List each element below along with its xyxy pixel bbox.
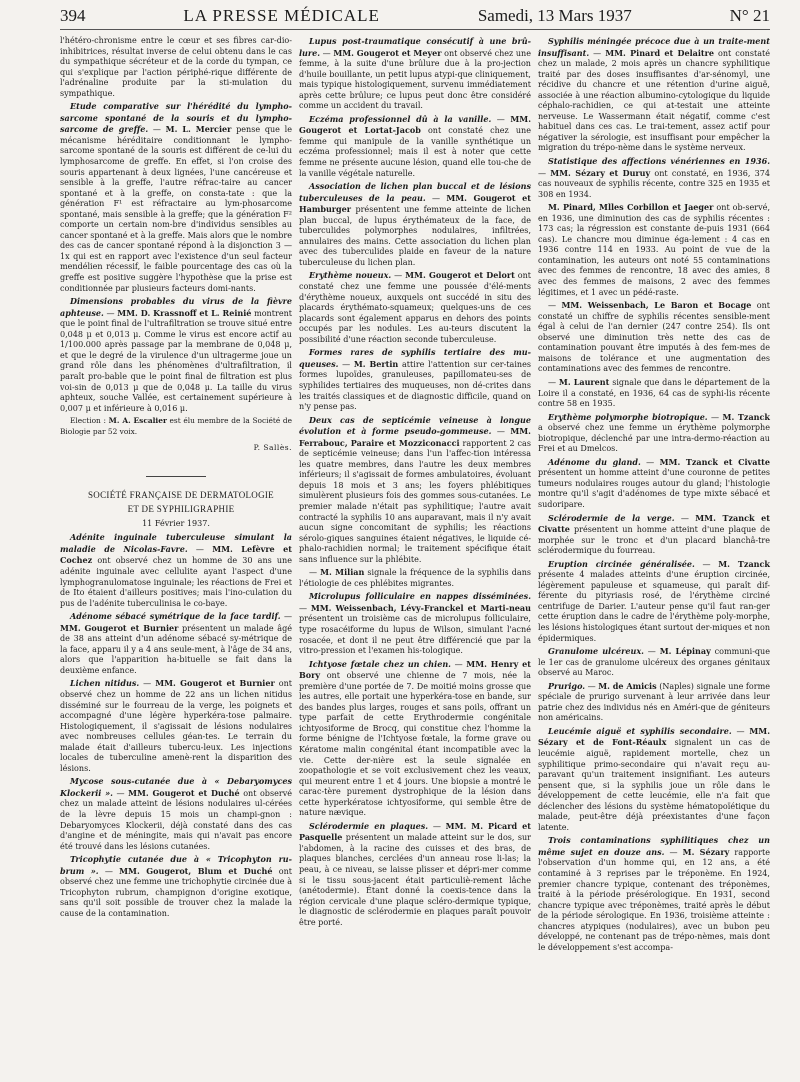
article-authors: MM. Gougerot et Burnier [60,622,179,633]
divider [146,476,206,477]
article-title: Deux cas de septicémie veineuse à longue évolution et à forme pseudo-gommeuse. [299,414,531,437]
article-authors: MM. D. Krassnoff et L. Reinié [117,307,252,318]
election-name: M. A. Escalier [108,416,167,426]
signature: P. Sallès. [253,443,292,453]
article-text: présentent un malade âgé de 38 ans atteint d'un adénome sébacé sy-métrique de la face, apparu il y a 4 ans seule-ment, à l'âge de 34 ans, alors que l'apparition ha-bituelle se fait dans la deuxième enfance. [60,623,292,675]
article-authors: M. de Amicis [598,680,657,691]
article: Sclérodermie de la verge. — MM. Tzanck et Civatte présentent un homme atteint d'une plaque de morphée sur le tronc et d'un placard blanchâ-tre sclérodermique du fourreau. [538,512,771,556]
article-text: a observé chez une femme un érythème polymorphe biotropique, déclenché par une intra-dermo-réaction au Frei et au Dmelcos. [538,423,770,454]
article-title: Formes rares de syphilis tertiaire des mu-queuses. [299,347,531,369]
article: Mycose sous-cutanée due à « Debaryomyces Klockerii ». — MM. Gougerot et Duché ont observé chez un malade atteint de lésions nodulaires ul-cérées de la lèvre depuis 15 mois un champi-gnon : Debaryomyces Klockerii, déjà constaté dans des cas d'angine et de méningite, mais qui n'avait pas encore été trouvé dans les lésions cutanées. [60,776,293,851]
article: Syphilis méningée précoce due à un traite-ment insuffisant. — MM. Pinard et Delaitre ont constaté chez un malade, 2 mois après un chancre syphilitique traité par des doses insuffisantes d'ar-sénomyl, une récidive du chancre et une rétention d'urine aiguë, associée à une réaction albumino-cytologique du liquide céphalo-rachidien, ce qui at-testait une atteinte nerveuse. Le Wassermann était négatif, comme c'est habituel dans ces cas. Le trai-tement, assez actif pour négativer la sérologie, est insuffisant pour empêcher la migration du trépo-nème dans le système nerveux. [538,36,771,153]
article-title: Etude comparative sur l'hérédité du lympho-sarcome spontané de la souris et du lympho-sarcome de greffe. [60,101,292,135]
article-title: Ichtyose fœtale chez un chien. [309,658,451,669]
article-title: Adénite inguinale tuberculeuse simulant la maladie de Nicolas-Favre. [60,532,292,554]
article-title: Granulome ulcéreux. [548,646,644,657]
article-text: présentent un malade atteint sur le dos, sur l'abdomen, à la racine des cuisses et des bras, de plaques blanches, cerclées d'un anneau rose li-las; la peau, à ce niveau, se laisse plisser et dépri-mer comme si le tissu sous-jacent était particuliè-rement lâche (anétodermie). Étant donné la coexis-tence dans la région cervicale d'une plaque scléro-dermique typique, le diagnostic de sclérodermie en plaques paraît pouvoir être porté. [299,833,531,927]
column-2 [299,36,531,955]
article: — M. Laurent signale que dans le département de la Loire il a constaté, en 1936, 64 cas de syphi-lis récente contre 58 en 1935. [538,376,770,409]
article-text: signale la fréquence de la syphilis dans l'étiologie de ces phlébites migrantes. [299,568,532,588]
article-authors: M. Tzanck [718,558,770,569]
issue-date: Samedi, 13 Mars 1937 [477,6,632,25]
article: Granulome ulcéreux. — M. Lépinay communi-que le 1er cas de granulome ulcéreux des organes génitaux observé au Maroc. [538,646,771,678]
article-title: Erythème polymorphe biotropique. [548,411,708,422]
election-label: Election : [70,416,106,426]
article-authors: MM. Gougerot et Duché [128,787,240,798]
article: Statistique des affections vénériennes en 1936. — MM. Sézary et Duruy ont constaté, en 1936, 374 cas nouveaux de syphilis récente, contre 325 en 1935 et 308 en 1934. [538,156,770,199]
page-header [60,6,770,30]
article-title: Mycose sous-cutanée due à « Debaryomyces Klockerii ». [60,776,292,798]
article-authors: MM. Sézary et de Font-Réaulx [538,725,770,748]
article-text: signale que dans le département de la Loire il a constaté, en 1936, 64 cas de syphi-lis récente contre 58 en 1935. [538,377,770,409]
article-authors: M. Lépinay [659,646,711,657]
article: Tricophytie cutanée due à « Tricophyton ru-brum ». — MM. Gougerot, Blum et Duché ont observé chez une femme une trichophytie circinée due à Tricophyton rubrum, champignon d'origine exotique, sans qu'il soit possible de trouver chez la malade la cause de la contamination. [60,854,292,918]
article-text: ont constaté chez un malade, 2 mois après un chancre syphilitique traité par des doses insuffisantes d'ar-sénomyl, une récidive du chancre et une rétention d'urine aiguë, associée à une réaction albumino-cytologique du liquide céphalo-rachidien, ce qui at-testait une atteinte nerveuse. Le Wassermann était négatif, comme c'est habituel dans ces cas. Le trai-tement, assez actif pour négativer la sérologie, est insuffisant pour empêcher la migration du trépo-nème dans le système nerveux. [538,48,771,153]
article-title: Lichen nitidus. [70,678,140,689]
journal-title: LA PRESSE MÉDICALE [183,6,380,25]
article-text: présentent un homme atteint d'une plaque de morphée sur le tronc et d'un placard blanchâ-tre sclérodermique du fourreau. [538,525,771,556]
article-text: ont constaté chez une femme qui manipule de la vanille synthétique un eczéma professionnel; mais il est à noter que cette femme ne présente aucune lésion, quand elle tou-che de la vanille végétale naturelle. [299,126,531,178]
article-text: ont observé chez un malade atteint de lésions nodulaires ul-cérées de la lèvre depuis 15 mois un champi-gnon : Debaryomyces Klockerii, déjà constaté dans des cas d'angine et de méningite, mais qui n'avait pas encore été trouvé dans les lésions cutanées. [60,788,293,851]
article-text: montrent que le point final de l'ultrafiltration se trouve situé entre 0,048 μ et 0,013 μ. Comme le virus est encore actif au 1/100.000 après passage par la membrane de 0,048 μ, et que le degré de la virulence d'un ultragerme joue un grand rôle dans les phénomènes d'ultrafiltration, il paraît pro-bable que le point final de filtration est plus voi-sin de 0,013 μ que de 0,048 μ. La taille du virus aphteux, souche Vallée, est certainement supérieure à 0,007 μ et inférieure à 0,016 μ. [60,308,292,413]
article-text: attire l'attention sur cer-taines formes lupoïdes, granuleuses, papillomateu-ses de syphilides tertiaires des muqueuses, non dé-crites dans les traités classiques et de diagnostic difficile, quand on n'y pense pas. [299,359,531,412]
article: Association de lichen plan buccal et de lésions tuberculeuses de la peau. — MM. Gougerot et Hamburger présentent une femme atteinte de lichen plan buccal, de lupus érythémateux de la face, de tuberculides polymorphes nodulaires, infiltrées, annulaires des mains. Cette association du lichen plan avec des tuberculides plaide en faveur de la nature tuberculeuse du lichen plan. [299,181,531,267]
article: — MM. Weissenbach, Le Baron et Bocage ont constaté un chiffre de syphilis récentes sensible-ment égal à celui de l'an dernier (247 contre 254). Ils ont observé une diminution très nette des cas de contamination pouvant être imputés à des fem-mes de maisons de tolérance et une augmentation des contaminations avec des femmes de rencontre. [538,300,770,374]
article-authors: MM. Gougerot et Meyer [333,47,442,58]
article: Microlupus folliculaire en nappes disséminées. — MM. Weissenbach, Lévy-Franckel et Marti-neau présentent un troisième cas de microlupus folliculaire, type rosacéiforme du lupus de Wilson, simulant l'acné rosacée, et dont il ne peut être différencié que par la vitro-pression et l'examen his-tologique. [299,591,531,656]
article-authors: MM. Gougerot et Burnier [155,678,275,689]
article: Etude comparative sur l'hérédité du lympho-sarcome spontané de la souris et du lympho-sarcome de greffe. — M. L. Mercier pense que le mécanisme héréditaire conditionnant le lympho-sarcome spontané de la souris est différent de ce-lui du lymphosarcome de greffe. En effet, si l'on croise des souris appartenant à deux lignées, l'une cancéreuse et sensible à la greffe, l'autre réfrac-taire au cancer spontané et à la greffe, on consta-tate : que la génération F¹ est réfractaire au lym-phosarcome spontané, mais sensible à la greffe; que la génération F² comporte un certain nom-bre d'individus sensibles au cancer spontané et à la greffe. Mais alors que le nombre des cas de cancer spontané répond à la disjonction 3 — 1x qui est en rapport avec l'existence d'un seul facteur mendélien récessif, le faible pourcentage des cas où la greffe est positive suggère l'hypothèse que la prise est conditionnée par plusieurs facteurs domi-nants. [60,101,292,293]
article-authors: M. Laurent [558,376,610,387]
article-title: Leucémie aiguë et syphilis secondaire. [548,725,732,736]
article-authors: MM. Gougerot et Lortat-Jacob [299,113,531,136]
article-authors: MM. Gougerot et Hamburger [299,192,531,215]
article-text: communi-que le 1er cas de granulome ulcéreux des organes génitaux observé au Maroc. [538,647,771,678]
column-3 [538,36,770,955]
society-heading-line2: ET DE SYPHILIGRAPHIE [127,503,235,514]
society-heading-line1: SOCIÉTÉ FRANÇAISE DE DERMATOLOGIE [88,489,274,500]
article-text: ont observé une chienne de 7 mois, née la première d'une portée de 7. De moitié moins grosse que les autres, elle portait une hyperkéra-tose en bande, sur des bandes plus larges, rouges et sans poils, offrant un type parfait de cette Erythrodermie congénitale ichtyosiforme de Brocq, qui constitue chez l'homme la forme bénigne de l'Ichtyose fœtale, la forme grave ou Kératome malin congénital étant incompatible avec la vie. Cette der-nière est la seule signalée en zoopathologie et se voit exclusivement chez les veaux, qui meurent entre 1 et 4 jours. Une biopsie a montré le carac-tère purement dystrophique de la lésion dans cette hyperkératose ichtyosiforme, qui semble être de nature nævique. [299,671,531,818]
article: Erythème polymorphe biotropique. — M. Tzanck a observé chez une femme un érythème polymorphe biotropique, déclenché par une intra-dermo-réaction au Frei et au Dmelcos. [538,411,771,454]
article: Prurigo. — M. de Amicis (Naples) signale une forme spéciale de prurigo survenant à leur arrivée dans leur patrie chez des individus nés en Améri-que de géniteurs non américains. [538,680,770,723]
article-title: Dimensions probables du virus de la fièvre aphteuse. [60,296,292,318]
article-text: présentent un homme atteint d'une couronne de petites tumeurs nodulaires rouges autour du gland; l'histologie montre qu'il s'agit d'adénomes de type mixte sébacé et sudoripare. [538,468,770,509]
article: Adénome sébacé symétrique de la face tardif. — MM. Gougerot et Burnier présentent un malade âgé de 38 ans atteint d'un adénome sébacé sy-métrique de la face, apparu il y a 4 ans seule-ment, à l'âge de 34 ans, alors que l'apparition ha-bituelle se fait dans la deuxième enfance. [60,611,292,675]
article: Lichen nitidus. — MM. Gougerot et Burnier ont observé chez un homme de 22 ans un lichen nitidus disséminé sur le fourreau de la verge, les poignets et accompagné d'une légère hyperkéra-tose palmaire. Histologiquement, il s'agissait de lésions nodulaires avec nombreuses cellules géan-tes. Le terrain du malade était d'ailleurs tubercu-leux. Les injections locales de tuberculine amenè-rent la disparition des lésions. [60,678,292,773]
article-text: ont constaté chez une femme une poussée d'élé-ments d'érythème noueux, auxquels ont succédé in situ des placards érythémato-squameux; quelques-uns de ces placards sont également apparus en dehors des points occupés par les nodules. Les au-teurs discutent la possibilité d'une réaction seconde tuberculeuse. [299,271,532,344]
article-title: Lupus post-traumatique consécutif à une brû-lure. [299,36,531,58]
article-authors: MM. Tzanck et Civatte [659,456,770,467]
article-text: rapportent 2 cas de septicémie veineuse; dans l'un l'affec-tion intéressa les quatre membres, dans l'autre les deux membres inférieurs; il s'agissait de formes ambulatoires, évoluant depuis 18 mois et 3 ans; les foyers phlébitiques simulèrent plusieurs fois des gommes sous-cutanées. Le premier malade n'était pas syphilitique; l'autre avait contracté la syphilis 10 ans auparavant, mais il n'y avait aucun signe concomitant de syphilis; les réactions sérolo-giques sanguines étaient négatives, le liquide cé-phalo-rachidien normal; le traitement spécifique était sans influence sur la phlébite. [299,438,531,564]
article-text: pense que le mécanisme héréditaire conditionnant le lympho-sarcome spontané de la souris est différent de ce-lui du lymphosarcome de greffe. En effet, si l'on croise des souris appartenant à deux lignées, l'une cancéreuse et sensible à la greffe, l'autre réfrac-taire au cancer spontané et à la greffe, on consta-tate : que la génération F¹ est réfractaire au lym-phosarcome spontané, mais sensible à la greffe; que la génération F² comporte un certain nom-bre d'individus sensibles au cancer spontané et à la greffe. Mais alors que le nombre des cas de cancer spontané répond à la disjonction 3 — 1x qui est en rapport avec l'existence d'un seul facteur mendélien récessif, le faible pourcentage des cas où la greffe est positive suggère l'hypothèse que la prise est conditionnée par plusieurs facteurs domi-nants. [60,125,292,293]
article-authors: MM. M. Picard et Pasquelle [299,820,531,843]
article-authors: M. L. Mercier [165,124,232,135]
article-title: Syphilis méningée précoce due à un traite-ment insuffisant. [538,36,770,58]
article-text: présente 4 malades atteints d'une éruption circinée, légèrement papuleuse et squameuse, qui paraît dif-férente du pityriasis rosé, de l'érythème circiné centrifuge de Darier. L'auteur pense qu'il faut ran-ger cette éruption dans le cadre de l'érythème poly-morphe, les lésions histologiques étant surtout der-miques et non épidermiques. [538,570,770,643]
article: Adénite inguinale tuberculeuse simulant la maladie de Nicolas-Favre. — MM. Lefèvre et Cochez ont observé chez un homme de 30 ans une adénite inguinale avec cellulite ayant l'aspect d'une lymphogranulomatose inguinale; les réactions de Frei et de Ito étaient d'ailleurs positives; mais l'ino-culation du pus de l'adénite tuberculinisa le co-baye. [60,532,292,608]
article-text: ont constaté, en 1936, 374 cas nouveaux de syphilis récente, contre 325 en 1935 et 308 en 1934. [538,168,770,199]
article-title: Tricophytie cutanée due à « Tricophyton ru-brum ». [60,854,292,876]
article-title: Sclérodermie de la verge. [548,512,675,523]
article-authors: MM. Weissenbach, Le Baron et Bocage [561,300,752,311]
article: — M. Milian signale la fréquence de la syphilis dans l'étiologie de ces phlébites migrantes. [299,567,532,588]
article-title: Microlupus folliculaire en nappes disséminées. [309,591,531,602]
article: Deux cas de septicémie veineuse à longue évolution et à forme pseudo-gommeuse. — MM. Ferrabouc, Paraire et Mozziconacci rapportent 2 cas de septicémie veineuse; dans l'un l'affec-tion intéressa les quatre membres, dans l'autre les deux membres inférieurs; il s'agissait de formes ambulatoires, évoluant depuis 18 mois et 3 ans; les foyers phlébitiques simulèrent plusieurs fois des gommes sous-cutanées. Le premier malade n'était pas syphilitique; l'autre avait contracté la syphilis 10 ans auparavant, mais il n'y avait aucun signe concomitant de syphilis; les réactions sérolo-giques sanguines étaient négatives, le liquide cé-phalo-rachidien normal; le traitement spécifique était sans influence sur la phlébite. [299,414,531,564]
article-authors: MM. Weissenbach, Lévy-Franckel et Marti-neau [310,602,531,613]
article-text: présentent un troisième cas de microlupus folliculaire, type rosacéiforme du lupus de Wilson, simulant l'acné rosacée, et dont il ne peut être différencié que par la vitro-pression et l'examen his-tologique. [299,614,531,656]
article-authors: M. Tzanck [722,411,771,422]
article-authors: M. Pinard, Mlles Corbillon et Jaeger [548,202,714,213]
article-text: ont observé chez une femme une trichophytie circinée due à Tricophyton rubrum, champignon d'origine exotique, sans qu'il soit possible de trouver chez la malade la cause de la contamination. [60,866,292,918]
article: Lupus post-traumatique consécutif à une brû-lure. — MM. Gougerot et Meyer ont observé chez une femme, à la suite d'une brûlure due à la pro-jection d'huile bouillante, un petit lupus atypi-que cliniquement, mais typique histologiquement, survenu immédiatement après cette brûlure; ce lupus peut donc être considéré comme un accident du travail. [299,36,531,111]
election-notice [60,416,292,437]
article: Adénome du gland. — MM. Tzanck et Civatte présentent un homme atteint d'une couronne de petites tumeurs nodulaires rouges autour du gland; l'histologie montre qu'il s'agit d'adénomes de type mixte sébacé et sudoripare. [538,456,770,509]
article-title: Eruption circinée généralisée. [548,558,695,569]
article: Ichtyose fœtale chez un chien. — MM. Henry et Bory ont observé une chienne de 7 mois, née la première d'une portée de 7. De moitié moins grosse que les autres, elle portait une hyperkéra-tose en bande, sur des bandes plus larges, rouges et sans poils, offrant un type parfait de cette Erythrodermie congénitale ichtyosiforme de Brocq, qui constitue chez l'homme la forme bénigne de l'Ichtyose fœtale, la forme grave ou Kératome malin congénital étant incompatible avec la vie. Cette der-nière est la seule signalée en zoopathologie et se voit exclusivement chez les veaux, qui meurent entre 1 et 4 jours. Une biopsie a montré le carac-tère purement dystrophique de la lésion dans cette hyperkératose ichtyosiforme, qui semble être de nature nævique. [299,658,531,818]
article: Leucémie aiguë et syphilis secondaire. — MM. Sézary et de Font-Réaulx signalent un cas de leucémie aiguë, rapidement mortelle, chez un syphilitique primo-secondaire qui n'avait reçu au-paravant qu'un traitement insignifiant. Les auteurs pensent que, si la syphilis joue un rôle dans le développement de cette leucémie, elle n'a fait que déclencher des lésions du système hématopoïétique du malade, peut-être déjà préexistantes d'une façon latente. [538,725,770,832]
article-authors: MM. Lefèvre et Cochez [60,543,292,566]
article-authors: MM. Tzanck et Civatte [538,512,770,535]
article: Trois contaminations syphilitiques chez un même sujet en douze ans. — M. Sézary rapporte l'observation d'un homme qui, en 12 ans, a été contaminé à 3 reprises par le tréponème. En 1924, premier chancre typique, contenant des tréponèmes, traité à la période présérologique. En 1931, second chancre typique avec tréponèmes, traité après le début de la période sérologique. En 1936, troisième atteinte : chancres atypiques (nodulaires), avec un bubon peu développé, ne contenant pas de trépo-nèmes, mais dont le développement s'est accompa- [538,835,770,952]
article: Eczéma professionnel dû à la vanille. — MM. Gougerot et Lortat-Jacob ont constaté chez une femme qui manipule de la vanille synthétique un eczéma professionnel; mais il est à noter que cette femme ne présente aucune lésion, quand elle tou-che de la vanille végétale naturelle. [299,113,531,178]
article-title: Eczéma professionnel dû à la vanille. [309,113,492,124]
article: Sclérodermie en plaques. — MM. M. Picard et Pasquelle présentent un malade atteint sur le dos, sur l'abdomen, à la racine des cuisses et des bras, de plaques blanches, cerclées d'un anneau rose li-las; la peau, à ce niveau, se laisse plisser et dépri-mer comme si le tissu sous-jacent était particuliè-rement lâche (anétodermie). Étant donné la coexis-tence dans la région cervicale d'une plaque scléro-dermique typique, le diagnostic de sclérodermie en plaques paraît pouvoir être porté. [299,820,531,927]
article-text: ont observé chez un homme de 22 ans un lichen nitidus disséminé sur le fourreau de la verge, les poignets et accompagné d'une légère hyperkéra-tose palmaire. Histologiquement, il s'agissait de lésions nodulaires avec nombreuses cellules géan-tes. Le terrain du malade était d'ailleurs tubercu-leux. Les injections locales de tuberculine amenè-rent la disparition des lésions. [60,679,292,773]
article-text: ont observé chez une femme, à la suite d'une brûlure due à la pro-jection d'huile bouillante, un petit lupus atypi-que cliniquement, mais typique histologiquement, survenu immédiatement après cette brûlure; ce lupus peut donc être considéré comme un accident du travail. [299,48,531,111]
article-authors: MM. Pinard et Delaitre [605,47,714,58]
article-authors: MM. Ferrabouc, Paraire et Mozziconacci [299,426,531,448]
article-text: ont constaté un chiffre de syphilis récentes sensible-ment égal à celui de l'an dernier (247 contre 254). Ils ont observé une diminution très nette des cas de contamination pouvant être imputés à des fem-mes de maisons de tolérance et une augmentation des contaminations avec des femmes de rencontre. [538,301,770,374]
article-title: Association de lichen plan buccal et de lésions tuberculeuses de la peau. [299,181,531,203]
article [538,202,770,298]
column-1 [60,36,292,955]
article-authors: MM. Henry et Bory [299,658,531,681]
article-title: Erythème noueux. [309,270,392,281]
article-text: signalent un cas de leucémie aiguë, rapidement mortelle, chez un syphilitique primo-secondaire qui n'avait reçu au-paravant qu'un traitement insignifiant. Les auteurs pensent que, si la syphilis joue un rôle dans le développement de cette leucémie, elle n'a fait que déclencher des lésions du système hématopoïétique du malade, peut-être déjà préexistantes d'une façon latente. [538,738,770,832]
article-authors: MM. Gougerot et Delort [405,270,515,281]
page-number: 394 [60,6,86,25]
article-text: présentent une femme atteinte de lichen plan buccal, de lupus érythémateux de la face, de tuberculides polymorphes nodulaires, infiltrées, annulaires des mains. Cette association du lichen plan avec des tuberculides plaide en faveur de la nature tuberculeuse du lichen plan. [299,205,531,267]
article-authors: M. Milian [320,567,365,578]
issue-number: N° 21 [729,6,770,25]
article-text: ont ob-servé, en 1936, une diminution des cas de syphilis récentes : 173 cas; la régression est constante de-puis 1931 (664 cas). Le chancre mou diminue éga-lement : 4 cas en 1936 contre 114 en 1933. Au point de vue de la contamination, les auteurs ont noté 55 contaminations avec des femmes de rencontre, 18 avec des amies, 8 avec des femmes de maisons, 2 avec des femmes légitimes, et 1 avec un pédé-raste. [538,203,770,297]
article-title: Statistique des affections vénériennes en 1936. [548,156,770,167]
article-text: ont observé chez un homme de 30 ans une adénite inguinale avec cellulite ayant l'aspect d'une lymphogranulomatose inguinale; les réactions de Frei et de Ito étaient d'ailleurs positives; mais l'ino-culation du pus de l'adénite tuberculinisa le co-baye. [60,556,292,608]
article-title: Sclérodermie en plaques. [309,820,429,831]
article-authors: M. Sézary [682,846,730,857]
article-text: rapporte l'observation d'un homme qui, en 12 ans, a été contaminé à 3 reprises par le tréponème. En 1924, premier chancre typique, contenant des tréponèmes, traité à la période présérologique. En 1931, second chancre typique avec tréponèmes, traité après le début de la période sérologique. En 1936, troisième atteinte : chancres atypiques (nodulaires), avec un bubon peu développé, ne contenant pas de trépo-nèmes, mais dont le développement s'est accompa- [538,847,770,952]
election-text: est élu membre de la Société de Biologie par 52 voix. [60,416,292,436]
article-authors: MM. Gougerot, Blum et Duché [119,865,273,876]
session-date: 11 Février 1937. [142,518,210,528]
article-text: (Naples) signale une forme spéciale de prurigo survenant à leur arrivée dans leur patrie chez des individus nés en Améri-que de géniteurs non américains. [538,681,770,723]
article: Eruption circinée généralisée. — M. Tzanck présente 4 malades atteints d'une éruption circinée, légèrement papuleuse et squameuse, qui paraît dif-férente du pityriasis rosé, de l'érythème circiné centrifuge de Darier. L'auteur pense qu'il faut ran-ger cette éruption dans le cadre de l'érythème poly-morphe, les lésions histologiques étant surtout der-miques et non épidermiques. [538,558,770,643]
columns [60,36,770,955]
article-title: Prurigo. [548,680,586,691]
article-title: Trois contaminations syphilitiques chez un même sujet en douze ans. [538,835,770,857]
article-authors: M. Bertin [353,358,399,369]
paragraph: l'hétéro-chronisme entre le cœur et ses fibres car-dio-inhibitrices, résultat inverse de celui obtenu dans le cas du sympathique sécréteur et de la corde du tympan, ce qui s'explique par l'action périphé-rique différente de l'adrénaline produite par la sti-mulation du sympathique. [60,36,292,98]
article-title: Adénome du gland. [548,456,641,467]
article: Erythème noueux. — MM. Gougerot et Delort ont constaté chez une femme une poussée d'élé-ments d'érythème noueux, auxquels ont succédé in situ des placards érythémato-squameux; quelques-uns de ces placards sont également apparus en dehors des points occupés par les nodules. Les au-teurs discutent la possibilité d'une réaction seconde tuberculeuse. [299,270,532,344]
article: Dimensions probables du virus de la fièvre aphteuse. — MM. D. Krassnoff et L. Reinié montrent que le point final de l'ultrafiltration se trouve situé entre 0,048 μ et 0,013 μ. Comme le virus est encore actif au 1/100.000 après passage par la membrane de 0,048 μ, et que le degré de la virulence d'un ultragerme joue un grand rôle dans les phénomènes d'ultrafiltration, il paraît pro-bable que le point final de filtration est plus voi-sin de 0,013 μ que de 0,048 μ. La taille du virus aphteux, souche Vallée, est certainement supérieure à 0,007 μ et inférieure à 0,016 μ. [60,296,292,413]
article-title: Adénome sébacé symétrique de la face tardif. [70,611,281,622]
article-authors: MM. Sézary et Duruy [550,167,651,178]
article: Formes rares de syphilis tertiaire des mu-queuses. — M. Bertin attire l'attention sur cer-taines formes lupoïdes, granuleuses, papillomateu-ses de syphilides tertiaires des muqueuses, non dé-crites dans les traités classiques et de diagnostic difficile, quand on n'y pense pas. [299,347,531,412]
